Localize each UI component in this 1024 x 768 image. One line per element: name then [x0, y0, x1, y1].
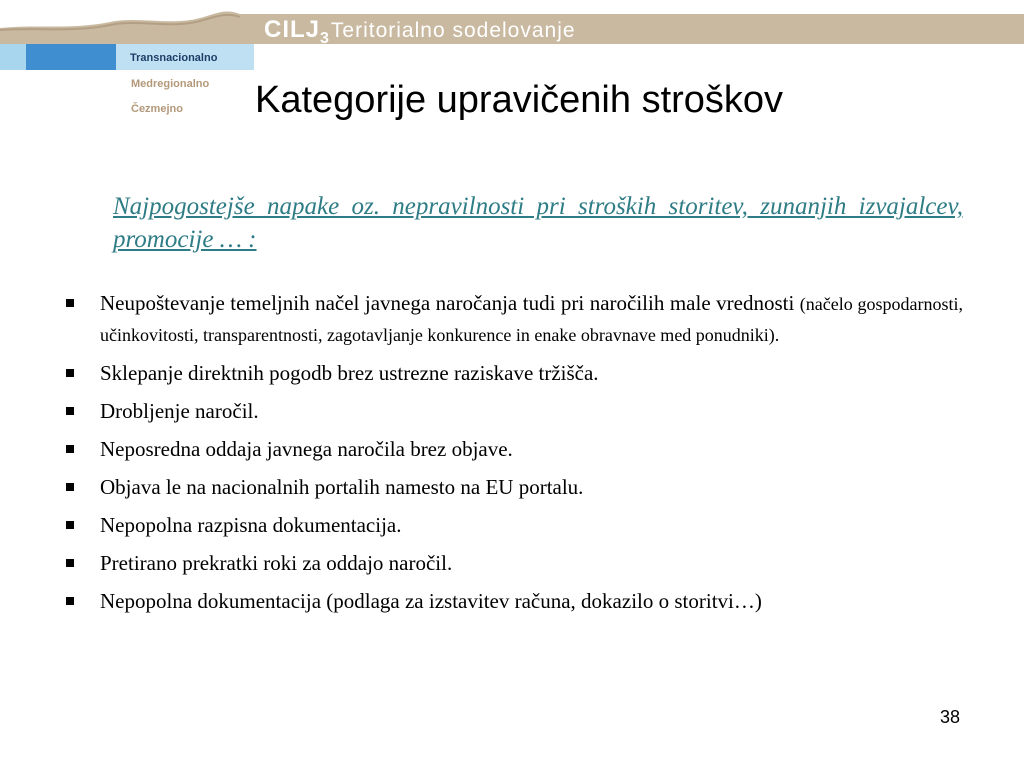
bullet-icon — [66, 369, 74, 377]
bullet-icon — [66, 521, 74, 529]
list-item-text: Nepopolna razpisna dokumentacija. — [100, 513, 402, 537]
bullet-icon — [66, 299, 74, 307]
list-item — [62, 358, 963, 388]
brand-name: CILJ — [264, 16, 321, 43]
list-item — [62, 434, 963, 464]
tag-transnacionalno: Transnacionalno — [130, 52, 218, 64]
list-item-text: Sklepanje direktnih pogodb brez ustrezne raziskave tržišča. — [100, 361, 599, 385]
list-item-text: Neupoštevanje temeljnih načel javnega naročanja tudi pri naročilih male vrednosti — [100, 291, 795, 315]
bullet-list — [62, 288, 963, 624]
bullet-icon — [66, 407, 74, 415]
list-item-text: Objava le na nacionalnih portalih namesto na EU portalu. — [100, 475, 584, 499]
list-item-text: Drobljenje naročil. — [100, 399, 259, 423]
list-item — [62, 586, 963, 616]
tag-cezmejno: Čezmejno — [131, 103, 183, 115]
list-item-text: Nepopolna dokumentacija (podlaga za izstavitev računa, dokazilo o storitvi…) — [100, 589, 762, 613]
page-number: 38 — [940, 707, 961, 727]
list-item — [62, 510, 963, 540]
list-item — [62, 288, 963, 350]
list-item-text: Neposredna oddaja javnega naročila brez objave. — [100, 437, 513, 461]
bullet-icon — [66, 597, 74, 605]
tag-medregionalno: Medregionalno — [131, 78, 210, 90]
list-item — [62, 548, 963, 578]
list-item — [62, 396, 963, 426]
header-band-blue — [26, 44, 116, 70]
bullet-icon — [66, 483, 74, 491]
list-item — [62, 472, 963, 502]
header-banner-text — [264, 16, 576, 47]
bullet-icon — [66, 559, 74, 567]
brand-number: 3 — [320, 30, 329, 47]
slide-subtitle: Najpogostejše napake oz. nepravilnosti pri stroških storitev, zunanjih izvajalcev, promocije … : — [113, 193, 963, 253]
bullet-icon — [66, 445, 74, 453]
list-item-text: Pretirano prekratki roki za oddajo naročil. — [100, 551, 453, 575]
banner-title: Teritorialno sodelovanje — [330, 19, 576, 42]
list-item-detail: (načelo gospodarnosti, učinkovitosti, transparentnosti, zagotavljanje konkurence in enake obravnave med ponudniki). — [100, 294, 963, 345]
slide-title: Kategorije upravičenih stroškov — [255, 79, 784, 121]
